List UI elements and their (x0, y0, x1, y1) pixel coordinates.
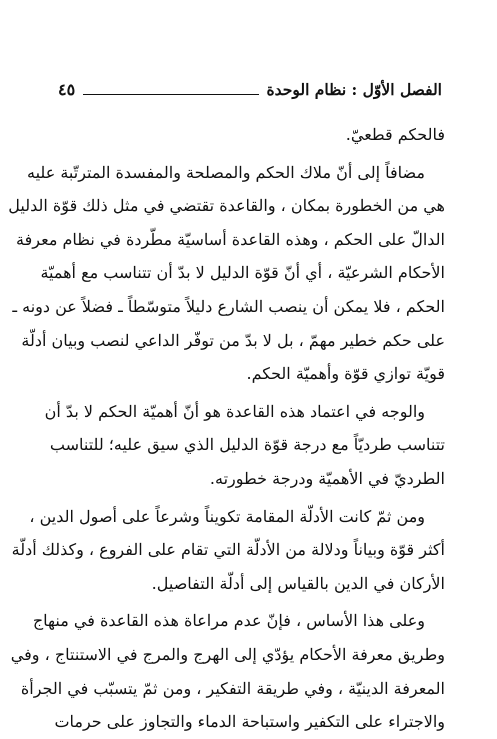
text-line: أكثر قوّة وبياناً ودلالة من الأدلّة التي تقام على الفروع ، وكذلك أدلّة (11, 540, 445, 560)
text-line: على حكم خطير مهمّ ، بل لا بدّ من توفّر الداعي لنصب وبيان أدلّة (21, 330, 445, 350)
chapter-title: الفصل الأوّل : نظام الوحدة (266, 80, 442, 99)
body-text (8, 118, 445, 739)
page-number: ٤٥ (58, 80, 76, 99)
text-line: ومن ثمّ كانت الأدلّة المقامة تكويناً وشرعاً على أصول الدين ، (29, 506, 425, 526)
text-line: الأركان في الدين بالقياس إلى أدلّة التفاصيل. (151, 573, 445, 593)
running-header (58, 76, 442, 100)
header-rule (83, 94, 258, 95)
text-line: قويّة توازي قوّة وأهميّة الحكم. (246, 364, 445, 384)
text-line: الدالّ على الحكم ، وهذه القاعدة أساسيّة مطّردة في نظام معرفة (16, 229, 445, 249)
text-line: وعلى هذا الأساس ، فإنّ عدم مراعاة هذه القاعدة في منهاج (32, 611, 425, 631)
text-line: فالحكم قطعيّ. (345, 125, 445, 144)
text-line: الطرديّ في الأهميّة ودرجة خطورته. (209, 468, 445, 488)
text-line: هي من الخطورة بمكان ، والقاعدة تقتضي في مثل ذلك قوّة الدليل (8, 196, 445, 216)
text-line: الأحكام الشرعيّة ، أي أنّ قوّة الدليل لا بدّ أن تتناسب مع أهميّة (40, 263, 445, 283)
text-line: المعرفة الدينيّة ، وفي طريقة التفكير ، ومن ثمّ يتسبّب في الجرأة (20, 678, 445, 698)
text-line: مضافاً إلى أنّ ملاك الحكم والمصلحة والمفسدة المترتّبة عليه (27, 162, 425, 182)
text-line: الحكم ، فلا يمكن أن ينصب الشارع دليلاً متوسّطاً ـ فضلاً عن دونه ـ (12, 296, 445, 316)
text-line: والوجه في اعتماد هذه القاعدة هو أنّ أهميّة الحكم لا بدّ أن (44, 401, 425, 421)
text-line: تتناسب طرديّاً مع درجة قوّة الدليل الذي سيق عليه؛ للتناسب (49, 435, 445, 455)
text-line: والاجتراء على التكفير واستباحة الدماء والتجاوز على حرمات (54, 712, 445, 732)
text-line: وطريق معرفة الأحكام يؤدّي إلى الهرج والمرج في الاستنتاج ، وفي (10, 644, 445, 664)
